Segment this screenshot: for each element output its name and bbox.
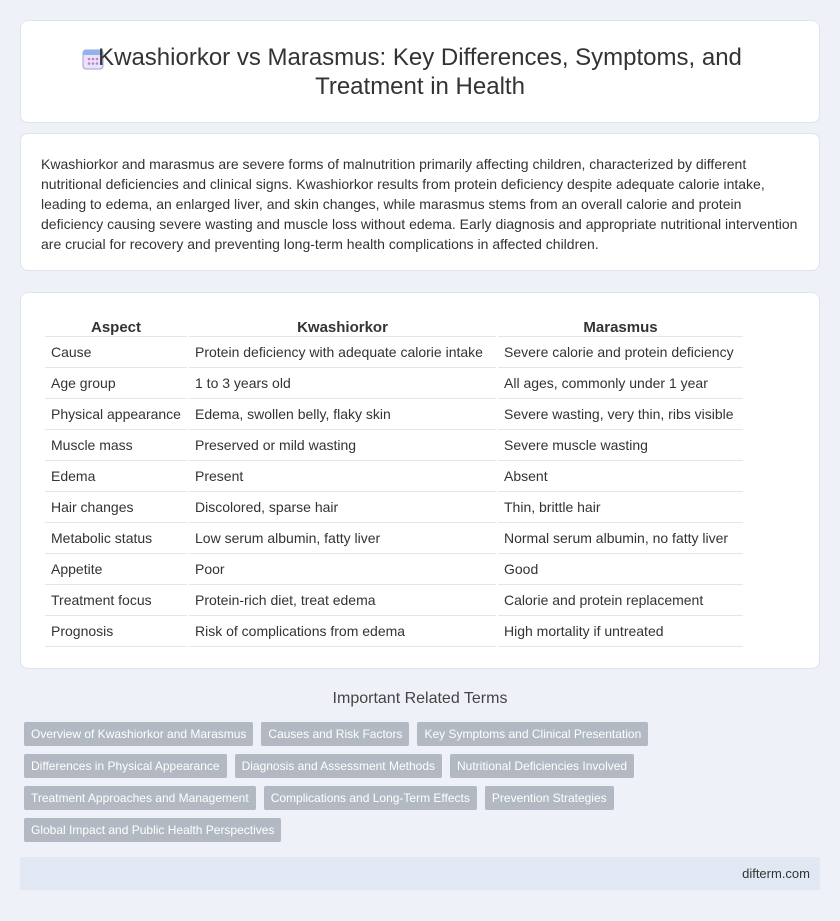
table-cell: Physical appearance: [45, 399, 187, 430]
tag-row: [24, 722, 824, 746]
related-term-tag[interactable]: Overview of Kwashiorkor and Marasmus: [24, 722, 253, 746]
tag-row: [24, 786, 824, 810]
related-term-tag[interactable]: Complications and Long-Term Effects: [264, 786, 477, 810]
table-cell: Appetite: [45, 554, 187, 585]
footer: [20, 857, 820, 890]
table-cell: Discolored, sparse hair: [189, 492, 496, 523]
table-row: [45, 461, 743, 492]
column-header-aspect: Aspect: [45, 315, 187, 337]
table-row: [45, 554, 743, 585]
intro-card: [20, 133, 820, 271]
related-term-tag[interactable]: Treatment Approaches and Management: [24, 786, 256, 810]
table-cell: Severe muscle wasting: [498, 430, 743, 461]
header-card: [20, 20, 820, 123]
related-terms-heading: Important Related Terms: [332, 690, 508, 707]
table-cell: Poor: [189, 554, 496, 585]
page-title: Kwashiorkor vs Marasmus: Key Differences, Symptoms, and Treatment in Health: [98, 44, 742, 100]
table-cell: Low serum albumin, fatty liver: [189, 523, 496, 554]
tag-row: [24, 818, 824, 842]
table-cell: Prognosis: [45, 616, 187, 647]
table-cell: Severe calorie and protein deficiency: [498, 337, 743, 368]
table-cell: Treatment focus: [45, 585, 187, 616]
tag-row: [24, 754, 824, 778]
table-row: [45, 368, 743, 399]
table-row: [45, 399, 743, 430]
table-cell: Absent: [498, 461, 743, 492]
column-header-kwashiorkor: Kwashiorkor: [189, 315, 496, 337]
table-row: [45, 492, 743, 523]
intro-paragraph: Kwashiorkor and marasmus are severe forms of malnutrition primarily affecting children, characterized by different nutritional deficiencies and clinical signs. Kwashiorkor results from protein deficiency despite adequate calorie intake, leading to edema, an enlarged liver, and skin changes, while marasmus stems from an overall calorie and protein deficiency causing severe wasting and muscle loss without edema. Early diagnosis and appropriate nutritional intervention are crucial for recovery and preventing long-term health complications in affected children.: [41, 156, 798, 252]
column-header-marasmus: Marasmus: [498, 315, 743, 337]
table-cell: All ages, commonly under 1 year: [498, 368, 743, 399]
table-cell: Protein deficiency with adequate calorie intake: [189, 337, 496, 368]
comparison-card: [20, 292, 820, 669]
table-cell: 1 to 3 years old: [189, 368, 496, 399]
related-term-tag[interactable]: Nutritional Deficiencies Involved: [450, 754, 634, 778]
related-term-tag[interactable]: Diagnosis and Assessment Methods: [235, 754, 442, 778]
table-row: [45, 337, 743, 368]
table-cell: Normal serum albumin, no fatty liver: [498, 523, 743, 554]
table-cell: Thin, brittle hair: [498, 492, 743, 523]
comparison-table: [43, 315, 745, 647]
table-row: [45, 616, 743, 647]
footer-site-link[interactable]: difterm.com: [742, 866, 810, 881]
table-cell: Metabolic status: [45, 523, 187, 554]
related-term-tag[interactable]: Differences in Physical Appearance: [24, 754, 227, 778]
table-cell: Severe wasting, very thin, ribs visible: [498, 399, 743, 430]
table-cell: Calorie and protein replacement: [498, 585, 743, 616]
related-term-tag[interactable]: Global Impact and Public Health Perspectives: [24, 818, 281, 842]
table-cell: Muscle mass: [45, 430, 187, 461]
table-row: [45, 523, 743, 554]
table-cell: Good: [498, 554, 743, 585]
table-cell: Cause: [45, 337, 187, 368]
table-cell: Protein-rich diet, treat edema: [189, 585, 496, 616]
table-cell: Preserved or mild wasting: [189, 430, 496, 461]
table-cell: Hair changes: [45, 492, 187, 523]
related-term-tag[interactable]: Prevention Strategies: [485, 786, 614, 810]
table-cell: Edema: [45, 461, 187, 492]
table-cell: Present: [189, 461, 496, 492]
table-cell: High mortality if untreated: [498, 616, 743, 647]
table-cell: Risk of complications from edema: [189, 616, 496, 647]
table-header-row: [45, 315, 743, 337]
related-term-tag[interactable]: Key Symptoms and Clinical Presentation: [417, 722, 648, 746]
related-terms-list: [24, 722, 824, 850]
table-cell: Age group: [45, 368, 187, 399]
related-term-tag[interactable]: Causes and Risk Factors: [261, 722, 409, 746]
table-row: [45, 430, 743, 461]
table-row: [45, 585, 743, 616]
table-cell: Edema, swollen belly, flaky skin: [189, 399, 496, 430]
